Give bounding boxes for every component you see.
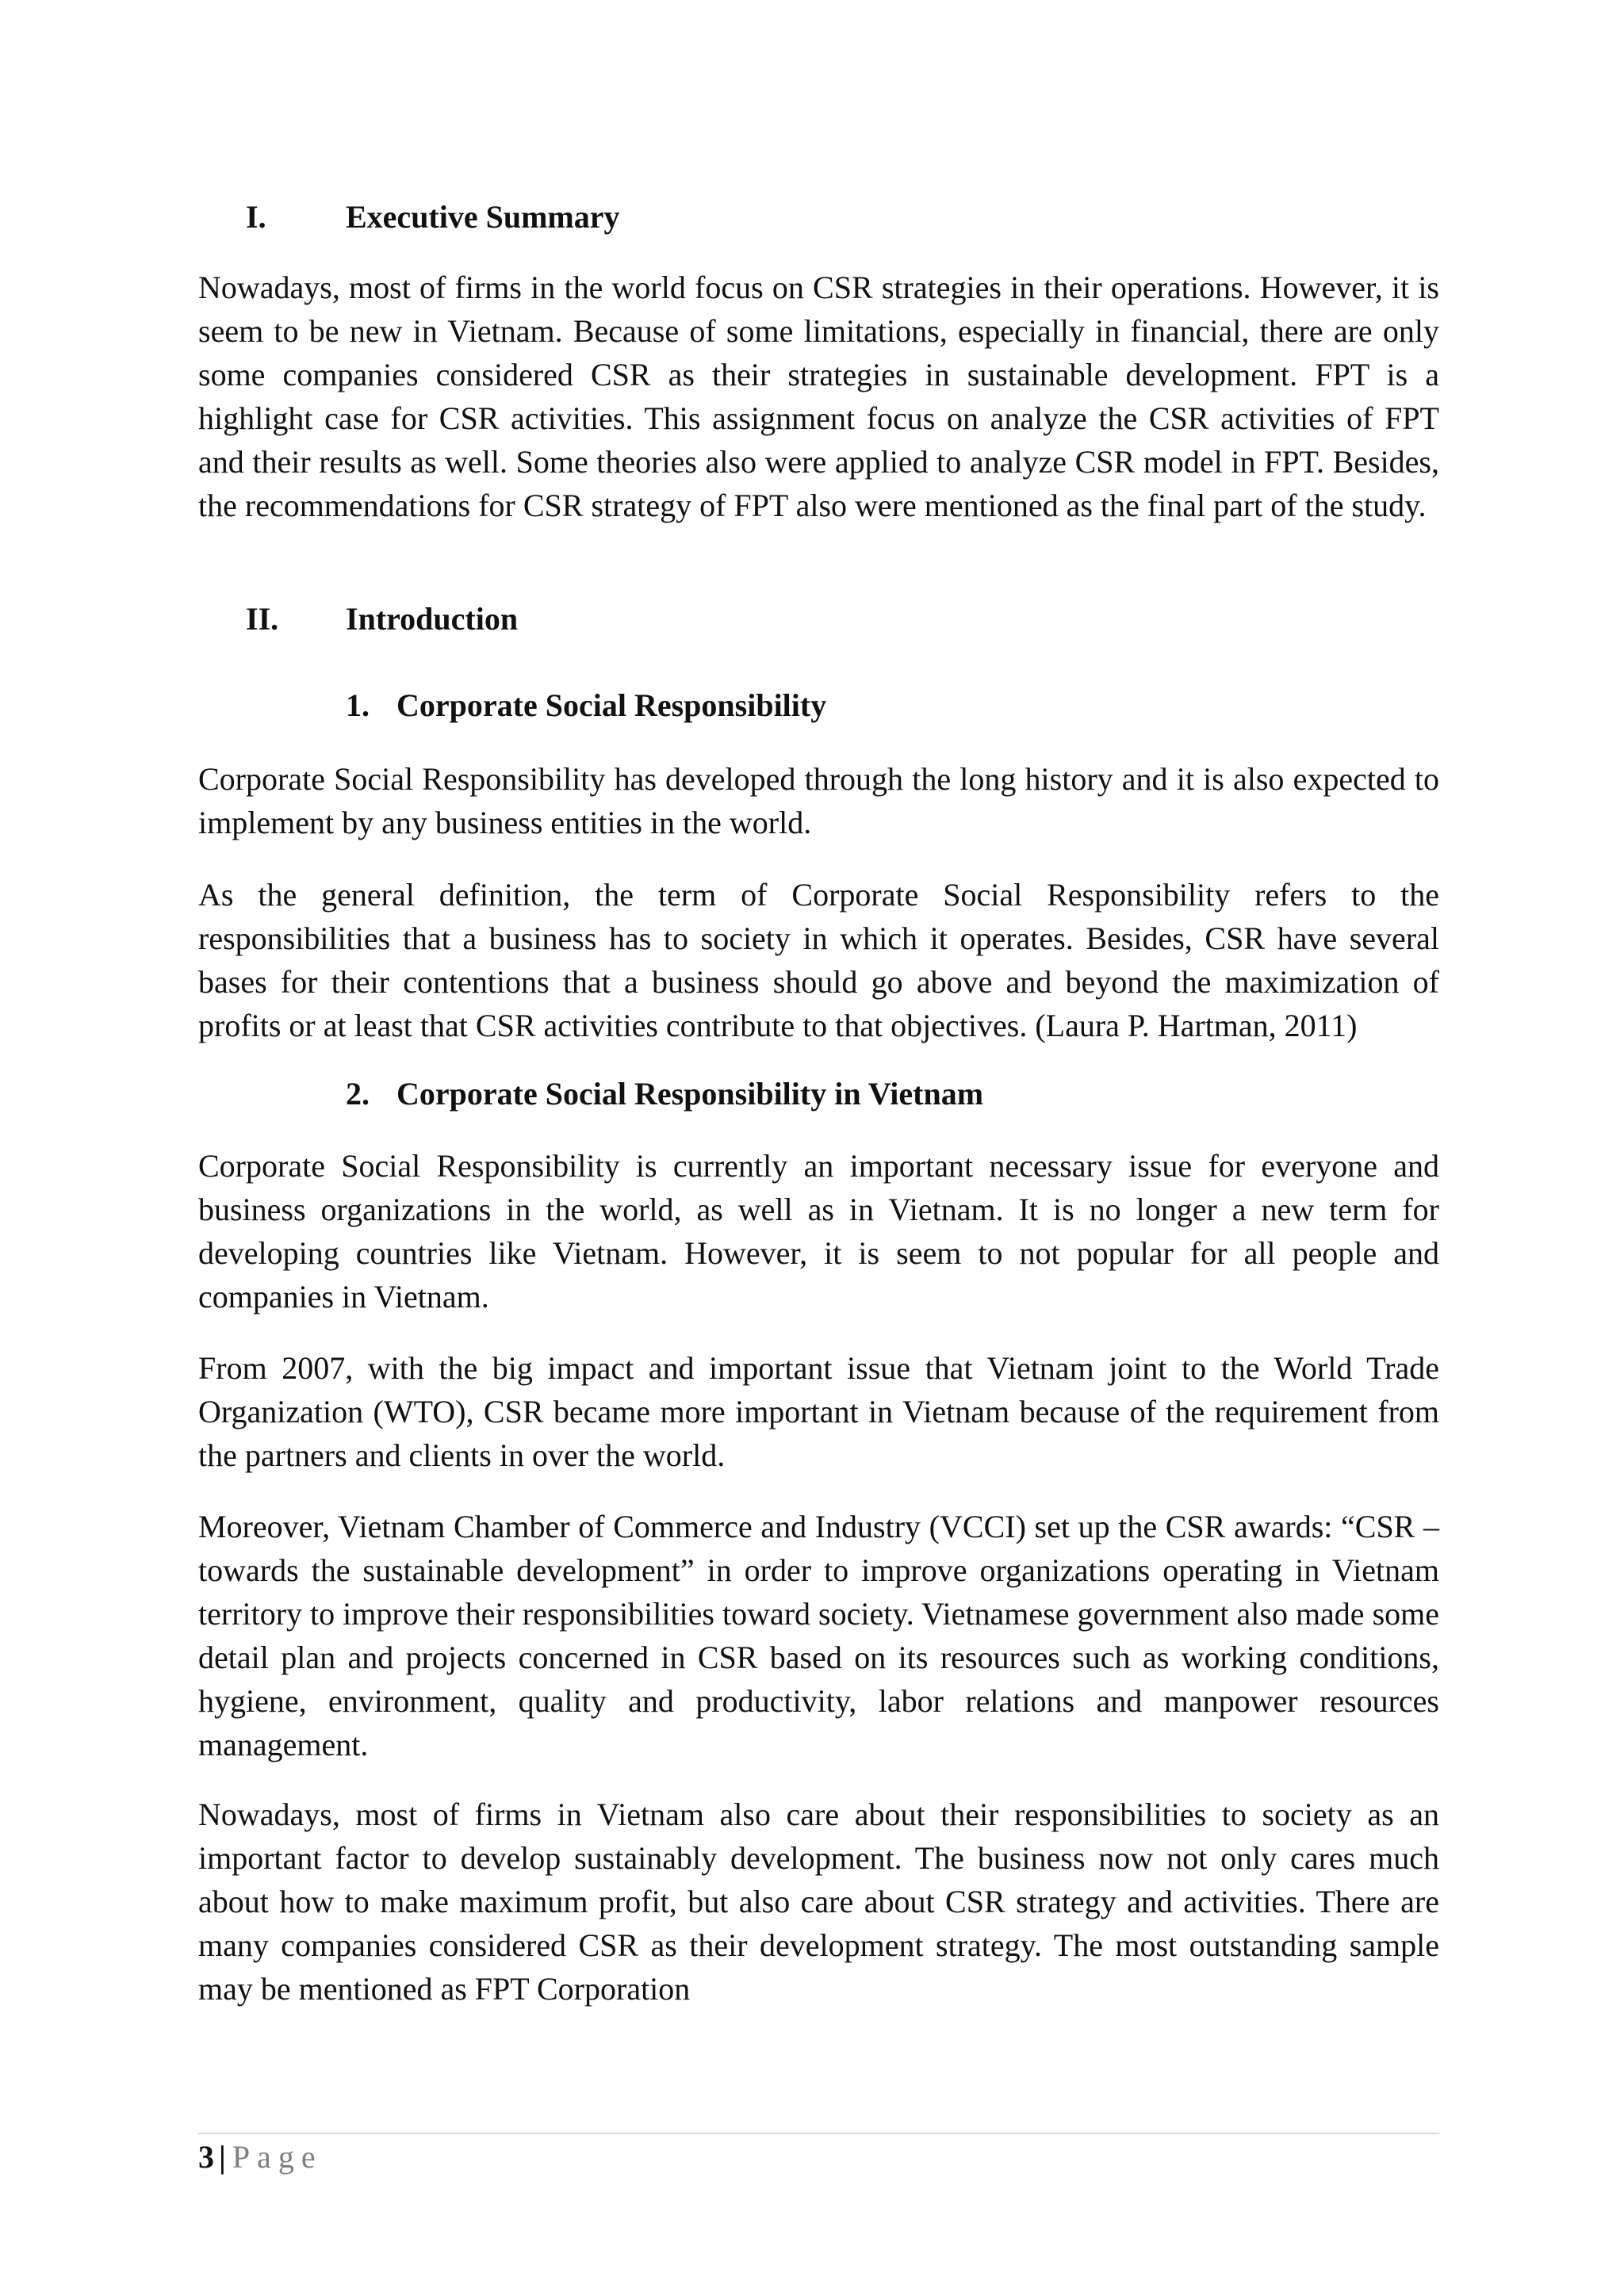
paragraph-csr-definition: As the general definition, the term of Corporate Social Responsibility refers to the responsibilities that a business has to society in which it operates. Besides, CSR have several bases for their contentions that a business should go above and beyond the maximization of profits or at least that CSR activities contribute to that objectives. (Laura P. Hartman, 2011) <box>198 877 1439 1043</box>
page-number: 3 <box>198 2139 214 2175</box>
paragraph-csr-vietnam-vcci: Moreover, Vietnam Chamber of Commerce and Industry (VCCI) set up the CSR awards: “CSR – towards the sustainable development” in order to improve organizations operating in Vietnam territory to improve their responsibilities toward society. Vietnamese government also made some detail plan and projects concerned in CSR based on its resources such as working conditions, hygiene, environment, quality and productivity, labor relations and manpower resources management. <box>198 1509 1439 1762</box>
subsection-number: 2. <box>346 1076 370 1112</box>
section-number: I. <box>246 199 266 235</box>
section-title: Introduction <box>346 601 519 637</box>
footer-separator: | <box>219 2139 226 2175</box>
subsection-number: 1. <box>346 687 370 723</box>
paragraph-csr-vietnam-firms: Nowadays, most of firms in Vietnam also care about their responsibilities to society as an important factor to develop sustainably development. The business now not only cares much about how to make maximum profit, but also care about CSR strategy and activities. There are many companies considered CSR as their development strategy. The most outstanding sample may be mentioned as FPT Corporation <box>198 1797 1439 2007</box>
section-title: Executive Summary <box>346 199 620 235</box>
paragraph-csr-history: Corporate Social Responsibility has developed through the long history and it is also expected to implement by any business entities in the world. <box>198 761 1439 840</box>
paragraph-executive-summary: Nowadays, most of firms in the world focus on CSR strategies in their operations. However, it is seem to be new in Vietnam. Because of some limitations, especially in financial, there are only some companies considered CSR as their strategies in sustainable development. FPT is a highlight case for CSR activities. This assignment focus on analyze the CSR activities of FPT and their results as well. Some theories also were applied to analyze CSR model in FPT. Besides, the recommendations for CSR strategy of FPT also were mentioned as the final part of the study. <box>198 270 1439 523</box>
footer-divider <box>198 2133 1439 2134</box>
subsection-title: Corporate Social Responsibility in Vietnam <box>396 1076 984 1112</box>
paragraph-csr-vietnam-importance: Corporate Social Responsibility is currently an important necessary issue for everyone and business organizations in the world, as well as in Vietnam. It is no longer a new term for developing countries like Vietnam. However, it is seem to not popular for all people and companies in Vietnam. <box>198 1148 1439 1314</box>
page-footer <box>198 2138 323 2176</box>
section-number: II. <box>246 601 279 637</box>
page-label: Page <box>232 2139 323 2175</box>
paragraph-csr-vietnam-wto: From 2007, with the big impact and important issue that Vietnam joint to the World Trade Organization (WTO), CSR became more important in Vietnam because of the requirement from the partners and clients in over the world. <box>198 1350 1439 1473</box>
subsection-title: Corporate Social Responsibility <box>396 687 827 723</box>
